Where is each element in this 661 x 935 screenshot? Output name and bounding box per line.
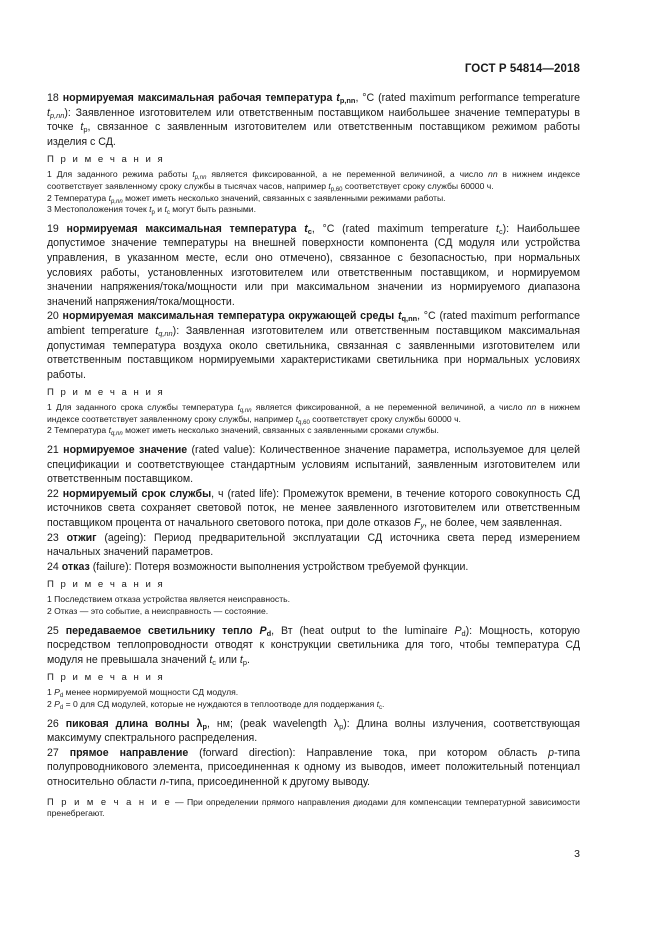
term-title: отжиг [66, 531, 97, 544]
subscript: d [266, 628, 272, 638]
symbol: p [548, 746, 555, 759]
note-number: 2 [47, 698, 52, 709]
subscript: q,60 [298, 419, 310, 426]
term-title: прямое направление [69, 746, 189, 759]
note-text: может иметь несколько значений, связанных с заявленными сроками службы. [122, 425, 439, 436]
subscript: p [151, 210, 155, 217]
symbol: t [108, 425, 111, 436]
subscript: p,nn [49, 110, 65, 120]
term-number: 23 [47, 531, 59, 544]
subscript: c [498, 226, 503, 236]
note-text: менее нормируемой мощности СД модуля. [63, 687, 239, 698]
term-text: , Вт (heat output to the luminaire [271, 624, 455, 637]
subscript: d [59, 704, 64, 711]
notes-heading: П р и м е ч а н и я [47, 579, 165, 591]
symbol: t [237, 402, 240, 413]
note-item [47, 204, 580, 216]
term-text: (rated value): Количественное значение параметра, используемое для целей спецификации и соответствующее стандартным условиям испытаний, заявленным изготовителем или ответственным поставщиком. [47, 444, 580, 486]
symbol: t [149, 204, 152, 215]
note-text: является фиксированной, а не переменной величиной, а число [251, 402, 527, 413]
term-title: нормируемая максимальная рабочая температура [62, 92, 337, 104]
subscript: p [83, 125, 88, 135]
page-number: 3 [574, 848, 580, 860]
term-text: (ageing): Период предварительной эксплуатации СД источника света перед измерением начальных значений параметров. [47, 531, 580, 559]
term-text: ): Наибольшее допустимое значение температуры на внешней поверхности компонента (СД модуля или устройства управления, в указанном месте, если оно отмечено), связанное с безопасностью, при нормальных условиях работы, установленных изготовителем или ответственным поставщиком, и нормируемом значении напряжения/тока/мощности или при максимальном значении из нормируемого диапазона значений напряжения/тока/мощности. [47, 222, 580, 308]
note-text: и [154, 204, 165, 215]
symbol: λ [196, 717, 203, 730]
term-text: , ч (rated life): Промежуток времени, в течение которого совокупность СД источников света сохраняет световой поток, не менее заявленного изготовителем или ответственным поставщиком процента от начального светового потока, при доле отказов [47, 487, 580, 530]
notes-heading: П р и м е ч а н и я [47, 154, 165, 166]
symbol: P [259, 624, 267, 637]
note-text: соответствует сроку службы 60000 ч. [342, 180, 494, 191]
note-item: 2 Отказ — это событие, а неисправность — состояние. [47, 606, 269, 616]
document-body [47, 91, 580, 820]
term-25 [47, 624, 580, 668]
symbol: t [209, 653, 213, 666]
term-20 [47, 309, 580, 382]
term-number: 26 [47, 717, 59, 730]
subscript: p [339, 721, 344, 731]
note-text: соответствует сроку службы 60000 ч. [309, 413, 461, 424]
note-text: в нижнем индексе соответствует заявленному сроку службы в тысячах часов, например [47, 169, 580, 191]
term-text: ): Длина волны излучения, соответствующая максимуму спектрального распределения. [47, 717, 580, 745]
symbol: P [454, 624, 462, 637]
symbol: λ [333, 717, 340, 730]
term-19 [47, 222, 580, 310]
note-number: 1 [47, 687, 52, 698]
symbol: t [495, 222, 499, 235]
notes-heading: П р и м е ч а н и я [47, 387, 165, 399]
symbol: t [336, 92, 340, 104]
subscript: c [379, 704, 383, 711]
term-text: -типа полупроводникового элемента, присоединенная к одному из выводов, имеет положительный потенциал относительно области [47, 746, 581, 788]
symbol: P [54, 687, 60, 698]
note-text: 2 Температура [47, 425, 109, 436]
symbol: t [80, 121, 84, 134]
subscript: p,60 [330, 186, 343, 193]
term-number: 18 [47, 92, 59, 104]
term-text: , связанное с заявленным изготовителем или ответственным поставщиком режимом работы изделия с СД. [47, 121, 580, 148]
note-text: в нижнем индексе соответствует заявленному сроку службы, например [47, 402, 581, 424]
term-24 [47, 560, 580, 575]
note-text: является фиксированной, а не переменной величиной, а число [206, 169, 489, 180]
term-number: 24 [47, 560, 59, 573]
symbol: nn [526, 402, 537, 413]
symbol: P [54, 698, 60, 709]
term-text: . [246, 653, 250, 666]
term-title: нормируемое значение [63, 444, 188, 457]
symbol: n [159, 775, 166, 788]
subscript: q,nn [239, 408, 252, 415]
term-text: , °C (rated maximum temperature [311, 222, 496, 235]
subscript: d [59, 693, 64, 700]
term-number: 21 [47, 444, 59, 457]
subscript: c [166, 210, 170, 217]
term-23 [47, 531, 580, 560]
note-item [47, 169, 580, 192]
note-text: . [382, 698, 385, 709]
term-text: (failure): Потеря возможности выполнения устройством требуемой функции. [89, 560, 469, 573]
subscript: d [461, 628, 466, 638]
term-text: -типа, присоединенной к другому выводу. [165, 775, 370, 788]
subscript: c [307, 226, 312, 236]
term-number: 25 [47, 624, 59, 637]
subscript: q,nn [401, 314, 418, 324]
note-item: 1 Последствием отказа устройства является неисправность. [47, 594, 291, 605]
term-title: пиковая длина волны [65, 717, 197, 730]
term-title: нормируемая максимальная температура окружающей среды [62, 310, 398, 323]
symbol: t [295, 413, 299, 424]
notes-heading: П р и м е ч а н и я [47, 672, 165, 684]
subscript: p [242, 657, 247, 667]
symbol: F [413, 517, 421, 530]
note-item [47, 402, 580, 425]
note-item [47, 699, 580, 711]
subscript: q,nn [158, 328, 173, 338]
term-text: ): Заявленное изготовителем или ответственным поставщиком наибольшее значение температуры в точке [47, 106, 580, 134]
term-text: , нм; (peak wavelength [206, 717, 334, 730]
note-text: может иметь несколько значений, связанных с заявленными режимами работы. [122, 192, 446, 203]
term-number: 20 [47, 310, 59, 323]
note-text: = 0 для СД модулей, которые не нуждаются в теплоотводе для поддержания [63, 698, 377, 709]
term-27 [47, 746, 580, 790]
symbol: t [47, 106, 50, 119]
symbol: nn [488, 169, 498, 180]
term-text: ): Заявленная изготовителем или ответственным поставщиком максимальная допустимая температура воздуха около светильника, связанная с заявленными изготовителем или ответственным поставщиком нормируемыми характеристиками светильника при нормальных условиях работы. [47, 324, 580, 381]
symbol: t [108, 192, 111, 203]
term-title: отказ [61, 560, 90, 573]
term-number: 19 [47, 222, 59, 235]
term-title: передаваемое светильнику тепло [65, 624, 260, 637]
term-text: , не более, чем заявленная. [424, 517, 563, 530]
subscript: p,nn [194, 175, 207, 182]
symbol: t [376, 698, 380, 709]
term-title: нормируемая максимальная температура [66, 222, 305, 235]
symbol: t [192, 169, 195, 180]
symbol: t [155, 324, 159, 337]
note-label: П р и м е ч а н и е [47, 795, 172, 807]
subscript: p,nn [111, 198, 123, 205]
subscript: c [212, 657, 216, 667]
note-item [47, 425, 580, 437]
note-item [47, 193, 580, 205]
term-text: , °C (rated maximum performance ambient temperature [47, 310, 580, 337]
symbol: t [304, 222, 308, 235]
subscript: q,nn [111, 431, 123, 438]
term-text: ): Мощность, которую посредством теплопроводности отводят к конструкции светильника для того, чтобы температура СД модуля не превышала значений [47, 624, 580, 666]
subscript: p [202, 721, 207, 731]
term-text: или [215, 653, 240, 666]
note-text: — При определении прямого направления диодами для компенсации температурной зависимости пренебрегают. [47, 796, 580, 819]
term-number: 22 [47, 487, 59, 500]
note-single [47, 796, 580, 820]
symbol: t [239, 653, 243, 666]
symbol: t [328, 180, 331, 191]
symbol: t [397, 310, 402, 323]
term-21 [47, 443, 580, 487]
term-title: нормируемый срок службы [62, 487, 212, 500]
subscript: p,nn [339, 96, 356, 105]
term-22 [47, 487, 580, 531]
term-18 [47, 91, 580, 149]
symbol: t [164, 204, 167, 215]
term-text: , °C (rated maximum performance temperature [355, 92, 580, 104]
term-text: (forward direction): Направление тока, при котором область [188, 746, 549, 759]
note-text: могут быть разными. [169, 204, 256, 215]
term-26 [47, 717, 580, 746]
subscript: y [420, 521, 425, 531]
note-item [47, 687, 580, 699]
note-text: 1 Для заданного срока службы температура [47, 402, 238, 413]
note-text: 2 Температура [47, 192, 109, 203]
standard-designation: ГОСТ Р 54814—2018 [464, 63, 580, 75]
note-text: 3 Местоположения точек [47, 204, 150, 215]
note-text: 1 Для заданного режима работы [47, 169, 193, 180]
term-number: 27 [47, 746, 59, 759]
